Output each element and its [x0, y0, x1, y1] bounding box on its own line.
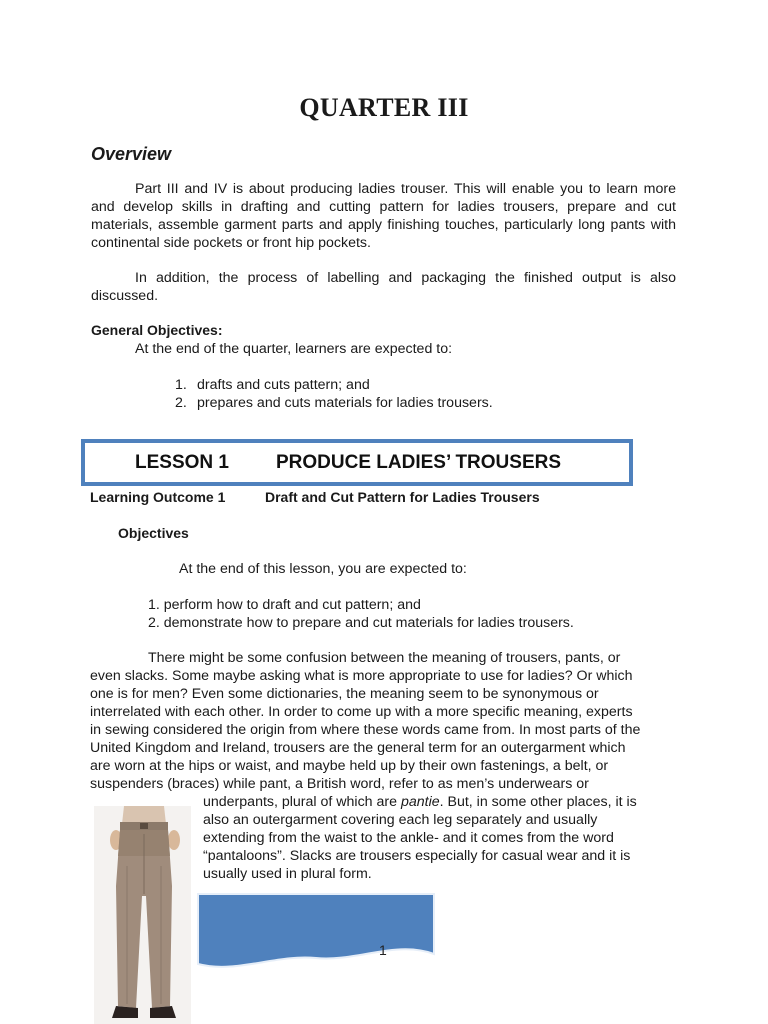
body-line: United Kingdom and Ireland, trousers are the general term for an outergarment which: [90, 740, 626, 756]
body-line: one is for men? Even some dictionaries, the meaning seem to be synonymous or: [90, 686, 599, 702]
page-title: QUARTER III: [299, 93, 469, 122]
body-line: usually used in plural form.: [203, 866, 372, 882]
learning-outcome-label: Learning Outcome 1: [90, 489, 226, 505]
objectives-heading: Objectives: [118, 525, 189, 541]
lesson-title-box: [81, 439, 633, 486]
general-objectives-intro: At the end of the quarter, learners are expected to:: [135, 341, 453, 357]
body-line: interrelated with each other. In order to come up with a more specific meaning, experts: [90, 704, 633, 720]
objectives-intro: At the end of this lesson, you are expected to:: [179, 561, 467, 577]
list-item: 1. perform how to draft and cut pattern; and: [148, 597, 421, 613]
body-paragraph-wrapped: [203, 793, 673, 883]
body-line: are worn at the hips or waist, and maybe held up by their own fastenings, a belt, or: [90, 758, 609, 774]
body-line: underpants, plural of which are pantie. But, in some other places, it is: [203, 794, 637, 810]
body-line: even slacks. Some maybe asking what is more appropriate to use for ladies? Or which: [90, 668, 633, 684]
banner-shape: [198, 894, 434, 967]
list-item: 2. demonstrate how to prepare and cut materials for ladies trousers.: [148, 615, 574, 631]
overview-heading: Overview: [91, 144, 172, 164]
body-paragraph: [90, 649, 680, 793]
lesson-title: PRODUCE LADIES’ TROUSERS: [275, 451, 562, 473]
body-line: extending from the waist to the ankle- and it comes from the word: [203, 830, 614, 846]
lesson-label: LESSON 1: [135, 451, 229, 473]
page-banner: [196, 892, 436, 974]
list-item: 2. prepares and cuts materials for ladies trousers.: [175, 395, 493, 411]
objectives-list: [148, 596, 574, 632]
trousers-photo: [94, 806, 191, 1024]
overview-p1-text: Part III and IV is about producing ladies trouser. This will enable you to learn more and develop skills in drafting and cutting pattern for ladies trousers, prepare and cut materials, assemble garment parts and apply finishing touches, particularly long pants with continental side pockets or front hip pockets.: [91, 181, 676, 251]
overview-p2-text: In addition, the process of labelling and packaging the finished output is also discussed.: [91, 270, 676, 304]
overview-paragraph-2: [91, 269, 676, 305]
overview-paragraph-1: [91, 180, 676, 252]
general-objectives-list: [175, 376, 493, 412]
learning-outcome-title: Draft and Cut Pattern for Ladies Trousers: [265, 489, 540, 505]
general-objectives-heading: General Objectives:: [91, 322, 223, 338]
body-line: also an outergarment covering each leg separately and usually: [203, 812, 598, 828]
body-line: suspenders (braces) while pant, a British word, refer to as men’s underwears or: [90, 776, 589, 792]
body-line: “pantaloons”. Slacks are trousers especially for casual wear and it is: [203, 848, 631, 864]
pantie-term: pantie: [400, 794, 440, 810]
body-line: in sewing considered the origin from where these words came from. In most parts of the: [90, 722, 641, 738]
body-line: There might be some confusion between the meaning of trousers, pants, or: [148, 650, 621, 666]
list-item: 1. drafts and cuts pattern; and: [175, 377, 370, 393]
page-number: 1: [379, 942, 387, 958]
